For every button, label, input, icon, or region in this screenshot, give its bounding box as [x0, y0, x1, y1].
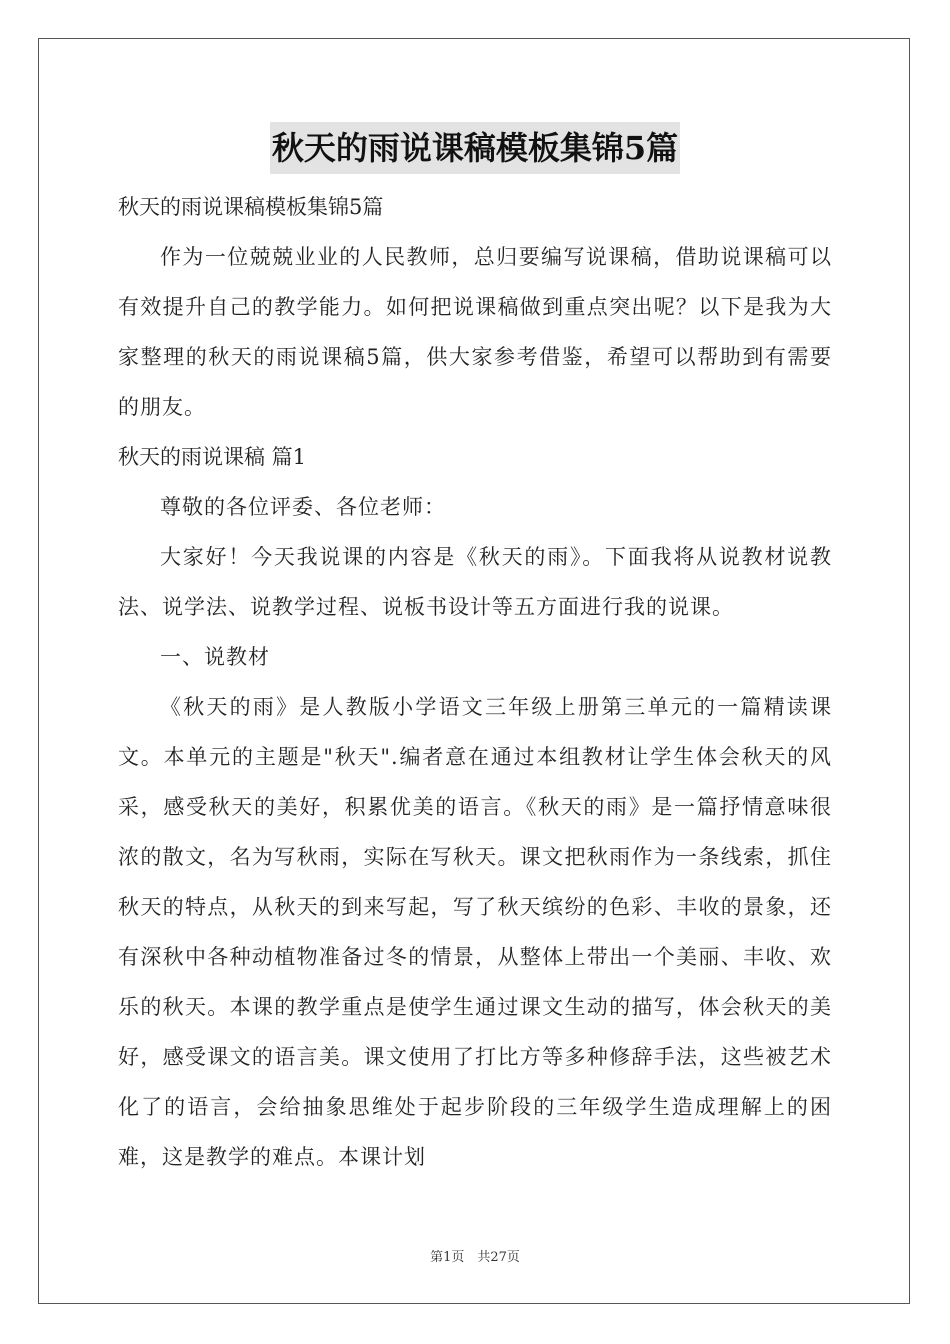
- subheading-textbook: 一、说教材: [160, 645, 270, 669]
- document-subtitle: 秋天的雨说课稿模板集锦5篇: [118, 195, 384, 219]
- document-body: [118, 122, 832, 1182]
- title-wrap: [118, 122, 832, 174]
- greeting-paragraph: 尊敬的各位评委、各位老师：: [160, 495, 446, 519]
- intro-paragraph: 作为一位兢兢业业的人民教师，总归要编写说课稿，借助说课稿可以有效提升自己的教学能力。如何把说课稿做到重点突出呢？以下是我为大家整理的秋天的雨说课稿5篇，供大家参考借鉴，希望可以帮助到有需要的朋友。: [118, 245, 832, 419]
- document-title: 秋天的雨说课稿模板集锦5篇: [270, 122, 680, 174]
- textbook-paragraph: 《秋天的雨》是人教版小学语文三年级上册第三单元的一篇精读课文。本单元的主题是"秋天".编者意在通过本组教材让学生体会秋天的风采，感受秋天的美好，积累优美的语言。《秋天的雨》是一篇抒情意味很浓的散文，名为写秋雨，实际在写秋天。课文把秋雨作为一条线索，抓住秋天的特点，从秋天的到来写起，写了秋天缤纷的色彩、丰收的景象，还有深秋中各种动植物准备过冬的情景，从整体上带出一个美丽、丰收、欢乐的秋天。本课的教学重点是使学生通过课文生动的描写，体会秋天的美好，感受课文的语言美。课文使用了打比方等多种修辞手法，这些被艺术化了的语言，会给抽象思维处于起步阶段的三年级学生造成理解上的困难，这是教学的难点。本课计划: [118, 695, 832, 1169]
- section-heading: 秋天的雨说课稿 篇1: [118, 445, 307, 469]
- page-footer: 第1页 共27页: [430, 1250, 520, 1265]
- opening-paragraph: 大家好！今天我说课的内容是《秋天的雨》。下面我将从说教材说教法、说学法、说教学过程、说板书设计等五方面进行我的说课。: [118, 545, 832, 619]
